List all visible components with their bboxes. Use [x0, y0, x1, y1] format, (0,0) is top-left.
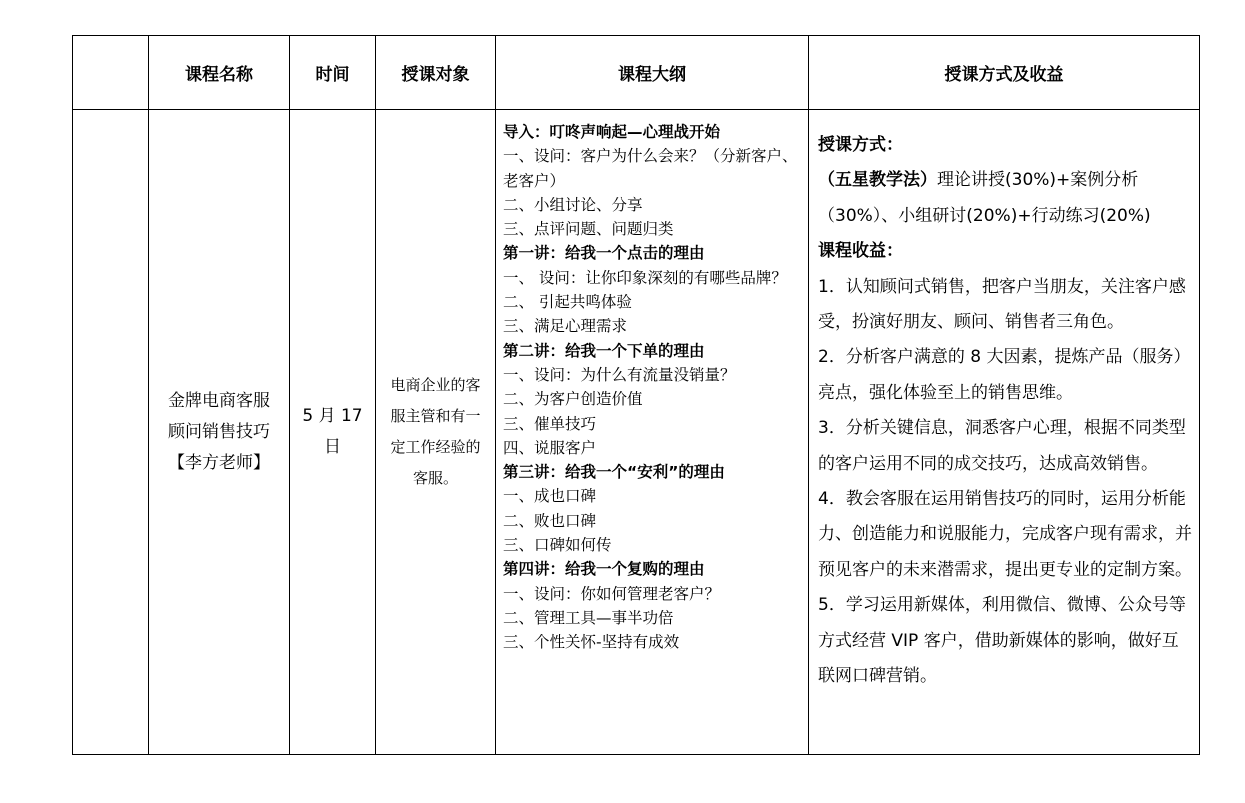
benefit-label: 课程收益：: [818, 241, 903, 262]
outline-item: 二、 引起共鸣体验: [503, 293, 632, 312]
outline-item: 二、小组讨论、分享: [503, 195, 643, 214]
outline-section-title: 第三讲：给我一个“安利”的理由: [503, 463, 725, 482]
outline-item: 三、口碑如何传: [503, 536, 612, 555]
blank-cell: [73, 110, 149, 755]
outline-section-title: 第四讲：给我一个复购的理由: [503, 560, 705, 579]
benefit-item: 1．认知顾问式销售，把客户当朋友，关注客户感受，扮演好朋友、顾问、销售者三角色。: [818, 276, 1186, 333]
header-course-name: 课程名称: [149, 36, 290, 110]
outline-section-title: 第二讲：给我一个下单的理由: [503, 341, 705, 360]
blank-header-cell: [73, 36, 149, 110]
header-time: 时间: [290, 36, 376, 110]
outline-list: [503, 120, 802, 655]
audience-cell: [376, 110, 496, 755]
outline-section-title: 导入：叮咚声响起—心理战开始: [503, 123, 721, 141]
outline-item: 三、满足心理需求: [503, 317, 628, 336]
header-method: 授课方式及收益: [809, 36, 1200, 110]
header-audience: 授课对象: [376, 36, 496, 110]
course-table: [72, 35, 1200, 755]
method-cell: [809, 110, 1200, 755]
header-outline: 课程大纲: [496, 36, 809, 110]
method-prefix: （五星教学法）: [818, 170, 937, 191]
outline-cell: [496, 110, 809, 755]
outline-item: 三、催单技巧: [503, 414, 597, 433]
outline-item: 四、说服客户: [503, 438, 597, 457]
outline-item: 一、设问：你如何管理老客户？: [503, 584, 721, 603]
course-name-line: 金牌电商客服: [168, 390, 270, 411]
course-name-cell: [149, 110, 290, 755]
outline-item: 三、个性关怀-坚持有成效: [503, 633, 680, 652]
audience-line: 服主管和有一: [390, 407, 481, 425]
method-label: 授课方式：: [818, 135, 903, 155]
course-name-line: 【李方老师】: [168, 452, 270, 473]
benefit-item: 3．分析关键信息，洞悉客户心理，根据不同类型的客户运用不同的成交技巧，达成高效销售。: [818, 418, 1186, 474]
outline-item: 二、为客户创造价值: [503, 390, 643, 409]
outline-item: 二、管理工具—事半功倍: [503, 608, 674, 627]
outline-item: 一、 设问：让你印象深刻的有哪些品牌？: [503, 268, 787, 287]
time-line: 日: [324, 437, 341, 457]
method-text: 理论讲授(30%)+案例分析（30%）、小组研讨(20%)+行动练习(20%): [818, 170, 1151, 226]
header-row: [73, 36, 1200, 110]
outline-item: 三、点评问题、问题归类: [503, 220, 674, 239]
benefit-item: 2．分析客户满意的 8 大因素，提炼产品（服务）亮点，强化体验至上的销售思维。: [818, 347, 1191, 403]
audience-line: 定工作经验的: [390, 438, 481, 456]
time-line: 5 月 17: [302, 406, 363, 426]
method-description: [818, 163, 1193, 234]
outline-item: 一、设问：为什么有流量没销量？: [503, 365, 736, 384]
audience-line: 电商企业的客: [390, 376, 481, 394]
course-row: [73, 110, 1200, 755]
outline-item: 一、设问：客户为什么会来？（分新客户、老客户）: [503, 147, 798, 190]
course-name-line: 顾问销售技巧: [168, 421, 270, 442]
audience-line: 客服。: [412, 469, 458, 487]
benefit-item: 4．教会客服在运用销售技巧的同时，运用分析能力、创造能力和说服能力，完成客户现有需求，并预见客户的未来潜需求，提出更专业的定制方案。: [818, 489, 1192, 580]
benefit-item: 5．学习运用新媒体，利用微信、微博、公众号等方式经营 VIP 客户，借助新媒体的影响，做好互联网口碑营销。: [818, 595, 1186, 687]
outline-section-title: 第一讲：给我一个点击的理由: [503, 244, 705, 263]
outline-item: 二、败也口碑: [503, 511, 597, 530]
outline-item: 一、成也口碑: [503, 487, 597, 506]
time-cell: [290, 110, 376, 755]
